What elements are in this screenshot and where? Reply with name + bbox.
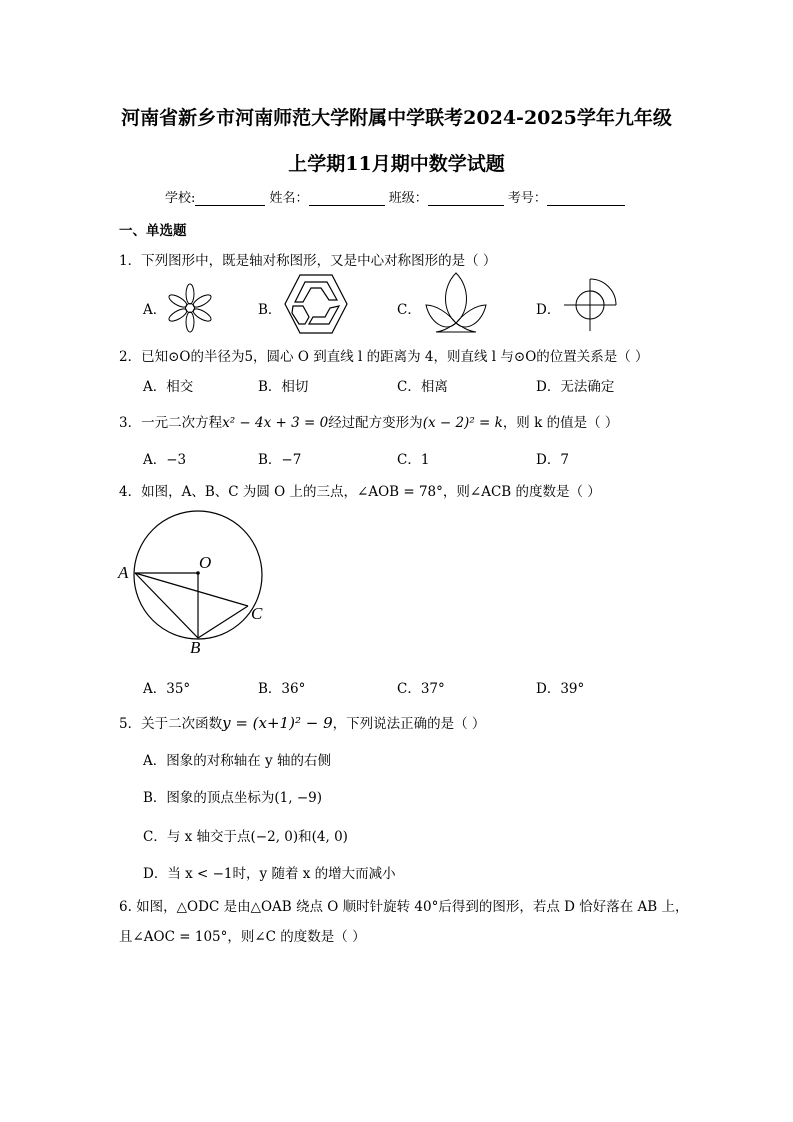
q1-option-d: D． <box>536 302 561 318</box>
q4-option-d: D．39° <box>536 681 585 697</box>
q5-stem-pre: 5．关于二次函数 <box>119 716 223 732</box>
q3-stem-pre: 3．一元二次方程 <box>119 415 223 431</box>
q3-option-d: D．7 <box>536 452 569 468</box>
title-line-2: 上学期11月期中数学试题 <box>288 153 505 175</box>
q1-option-b: B． <box>258 302 282 318</box>
q5-stem <box>119 712 485 732</box>
info-line <box>165 187 625 206</box>
segment-bc <box>198 606 248 638</box>
name-blank[interactable] <box>309 191 385 206</box>
exam-no-blank[interactable] <box>547 191 625 206</box>
title-line-1: 河南省新乡市河南师范大学附属中学联考2024-2025学年九年级 <box>121 107 672 129</box>
point-o-label: O <box>199 553 212 572</box>
pinwheel-figure <box>560 275 620 335</box>
q3-stem-mid: 经过配方变形为 <box>328 415 423 431</box>
circle-geometry-figure <box>110 505 290 665</box>
q4-option-c: C．37° <box>397 681 445 697</box>
q5-option-a: A．图象的对称轴在 y 轴的右侧 <box>143 753 331 769</box>
q5-option-c: C．与 x 轴交于点(−2, 0)和(4, 0) <box>143 829 348 845</box>
q1-option-c: C． <box>397 302 421 318</box>
flower-figure <box>162 280 218 336</box>
q1-option-a: A． <box>143 302 167 318</box>
q3-equation-1: x² − 4x + 3 = 0 <box>222 415 329 431</box>
q3-stem <box>119 411 618 431</box>
q2-option-b: B．相切 <box>258 379 309 395</box>
q5-option-d: D．当 x < −1时，y 随着 x 的增大而减小 <box>143 866 396 882</box>
q1-stem: 1．下列图形中，既是轴对称图形，又是中心对称图形的是（ ） <box>119 253 497 269</box>
point-a-label: A <box>118 563 129 582</box>
q5-equation: y = (x+1)² − 9 <box>222 714 333 732</box>
q3-option-c: C．1 <box>397 452 430 468</box>
q5-stem-post: ，下列说法正确的是（ ） <box>332 716 486 732</box>
q5-option-b: B．图象的顶点坐标为(1, −9) <box>143 790 323 806</box>
q2-option-d: D．无法确定 <box>536 379 615 395</box>
segment-ac <box>135 573 248 606</box>
point-c-label: C <box>251 604 263 623</box>
point-b-label: B <box>190 638 201 657</box>
hexagon-arrows-figure <box>283 273 349 335</box>
class-label: 班级： <box>388 191 428 206</box>
q3-stem-post: ，则 k 的值是（ ） <box>502 415 619 431</box>
lotus-figure <box>422 271 490 335</box>
q4-option-a: A．35° <box>143 681 191 697</box>
q2-option-c: C．相离 <box>397 379 448 395</box>
q6-line-1: 6. 如图，△ODC 是由△OAB 绕点 O 顺时针旋转 40°后得到的图形，若点 D 恰好落在 AB 上， <box>119 899 689 915</box>
q3-equation-2: (x − 2)² = k <box>422 415 503 431</box>
school-label: 学校: <box>165 191 196 206</box>
q3-option-a: A．−3 <box>143 452 187 468</box>
q6-line-2: 且∠AOC = 105°，则∠C 的度数是（ ） <box>119 929 366 945</box>
class-blank[interactable] <box>428 191 504 206</box>
q2-stem: 2．已知⊙O的半径为5，圆心 O 到直线 l 的距离为 4，则直线 l 与⊙O的位置关系是（ ） <box>119 349 649 365</box>
exam-no-label: 考号： <box>507 191 547 206</box>
q2-option-a: A．相交 <box>143 379 194 395</box>
name-label: 姓名： <box>269 191 309 206</box>
q3-option-b: B．−7 <box>258 452 302 468</box>
school-blank[interactable] <box>195 191 265 206</box>
q4-stem: 4．如图，A、B、C 为圆 O 上的三点，∠AOB = 78°，则∠ACB 的度数是（ ） <box>119 484 601 500</box>
q4-option-b: B．36° <box>258 681 306 697</box>
section-heading: 一、单选题 <box>119 223 187 239</box>
